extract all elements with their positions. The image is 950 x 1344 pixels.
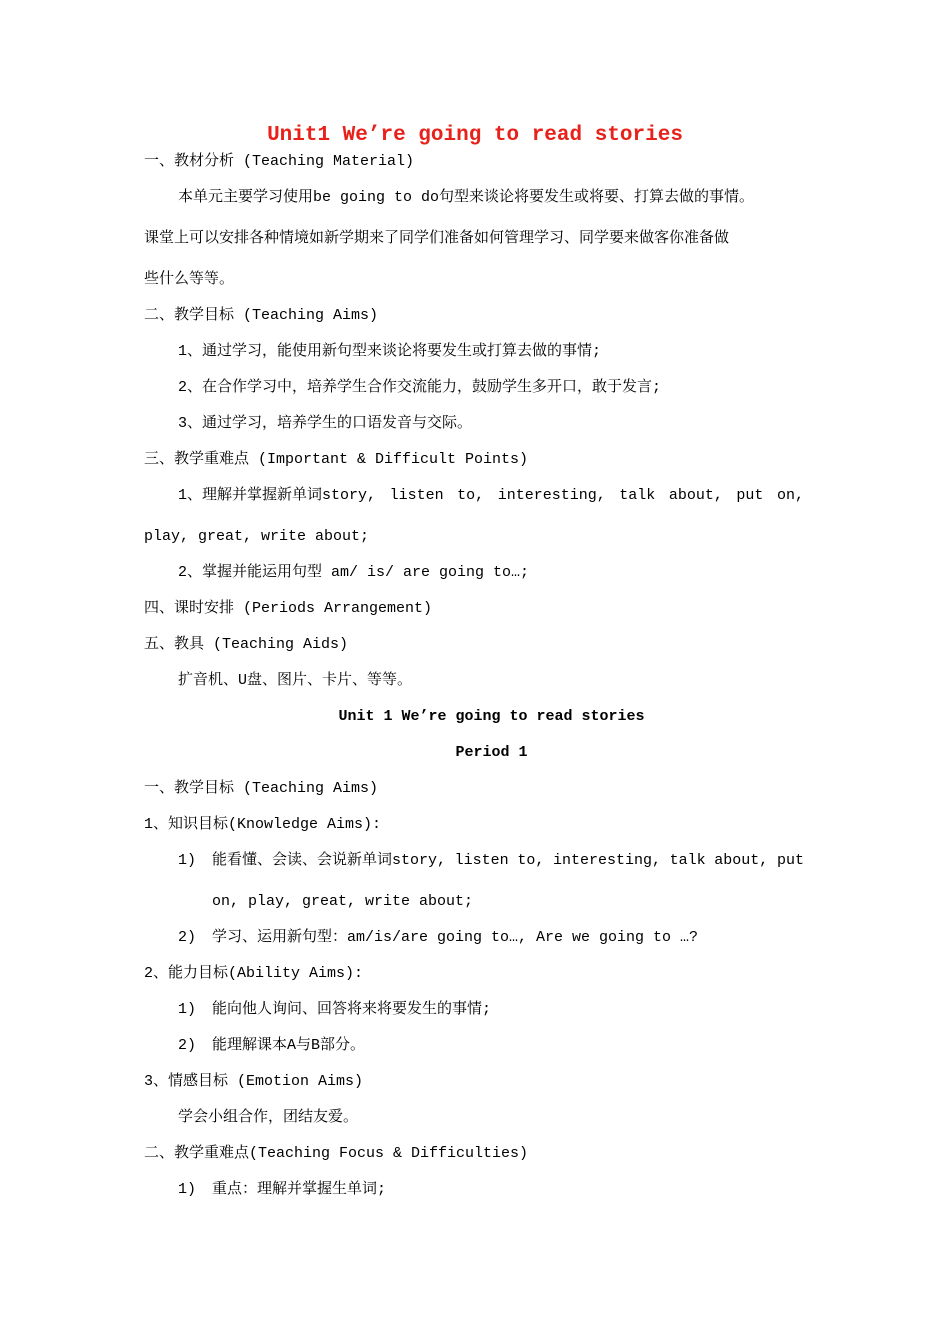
unit-subtitle: Unit 1 We’re going to read stories <box>338 708 645 725</box>
section-heading-teaching-aids: 五、教具 (Teaching Aids) <box>144 636 349 653</box>
list-item-continuation: play, great, write about; <box>144 528 370 545</box>
list-item-continuation: on, play, great, write about; <box>212 893 474 910</box>
list-number: 2) <box>178 1037 197 1054</box>
word: interesting, <box>497 487 606 504</box>
paragraph-line: 扩音机、U盘、图片、卡片、等等。 <box>178 672 413 689</box>
subheading-knowledge-aims: 1、知识目标(Knowledge Aims): <box>144 816 382 833</box>
paragraph-line: 学会小组合作，团结友爱。 <box>178 1109 359 1126</box>
section-heading-teaching-aims: 一、教学目标 (Teaching Aims) <box>144 780 379 797</box>
word: put <box>736 487 764 504</box>
section-heading-important-points: 三、教学重难点 (Important & Difficult Points) <box>144 451 529 468</box>
word: on, <box>776 487 804 504</box>
list-item: 能向他人询问、回答将来将要发生的事情; <box>212 1001 492 1018</box>
section-heading-teaching-material: 一、教材分析 (Teaching Material) <box>144 153 415 170</box>
word: put <box>776 852 804 869</box>
word: to, <box>457 487 485 504</box>
subheading-ability-aims: 2、能力目标(Ability Aims): <box>144 965 364 982</box>
list-item: 1、通过学习，能使用新句型来谈论将要发生或打算去做的事情; <box>178 343 602 360</box>
list-item-justified <box>178 486 804 506</box>
section-heading-focus-difficulties: 二、教学重难点(Teaching Focus & Difficulties) <box>144 1145 529 1162</box>
word: to, <box>517 852 545 869</box>
word: 1、理解并掌握新单词story, <box>178 487 377 504</box>
word: listen <box>389 487 444 504</box>
subheading-emotion-aims: 3、情感目标 (Emotion Aims) <box>144 1073 364 1090</box>
list-item: 3、通过学习，培养学生的口语发音与交际。 <box>178 415 473 432</box>
list-number: 1) <box>178 1181 197 1198</box>
list-item: 学习、运用新句型：am/is/are going to…, Are we going to …? <box>212 929 699 946</box>
list-number: 1) <box>178 1001 197 1018</box>
list-item: 2、掌握并能运用句型 am/ is/ are going to…; <box>178 564 530 581</box>
list-number: 2) <box>178 929 197 946</box>
list-item: 能理解课本A与B部分。 <box>212 1037 366 1054</box>
list-item: 重点：理解并掌握生单词; <box>212 1181 387 1198</box>
word: about, <box>714 852 769 869</box>
period-title: Period 1 <box>455 744 528 761</box>
paragraph-line: 些什么等等。 <box>144 271 235 288</box>
word: about, <box>668 487 723 504</box>
word: interesting, <box>552 852 661 869</box>
word: listen <box>454 852 509 869</box>
paragraph-line: 本单元主要学习使用be going to do句型来谈论将要发生或将要、打算去做的事情。 <box>178 189 755 206</box>
paragraph-line: 课堂上可以安排各种情境如新学期来了同学们准备如何管理学习、同学要来做客你准备做 <box>144 230 730 247</box>
section-heading-teaching-aims: 二、教学目标 (Teaching Aims) <box>144 307 379 324</box>
word: talk <box>669 852 706 869</box>
document-title: Unit1 We’re going to read stories <box>267 124 683 147</box>
list-number: 1) <box>178 852 197 869</box>
list-item: 2、在合作学习中，培养学生合作交流能力，鼓励学生多开口，敢于发言; <box>178 379 662 396</box>
word: 能看懂、会读、会说新单词story, <box>212 852 447 869</box>
word: talk <box>619 487 656 504</box>
section-heading-periods: 四、课时安排 (Periods Arrangement) <box>144 600 433 617</box>
list-item-justified <box>212 851 804 871</box>
